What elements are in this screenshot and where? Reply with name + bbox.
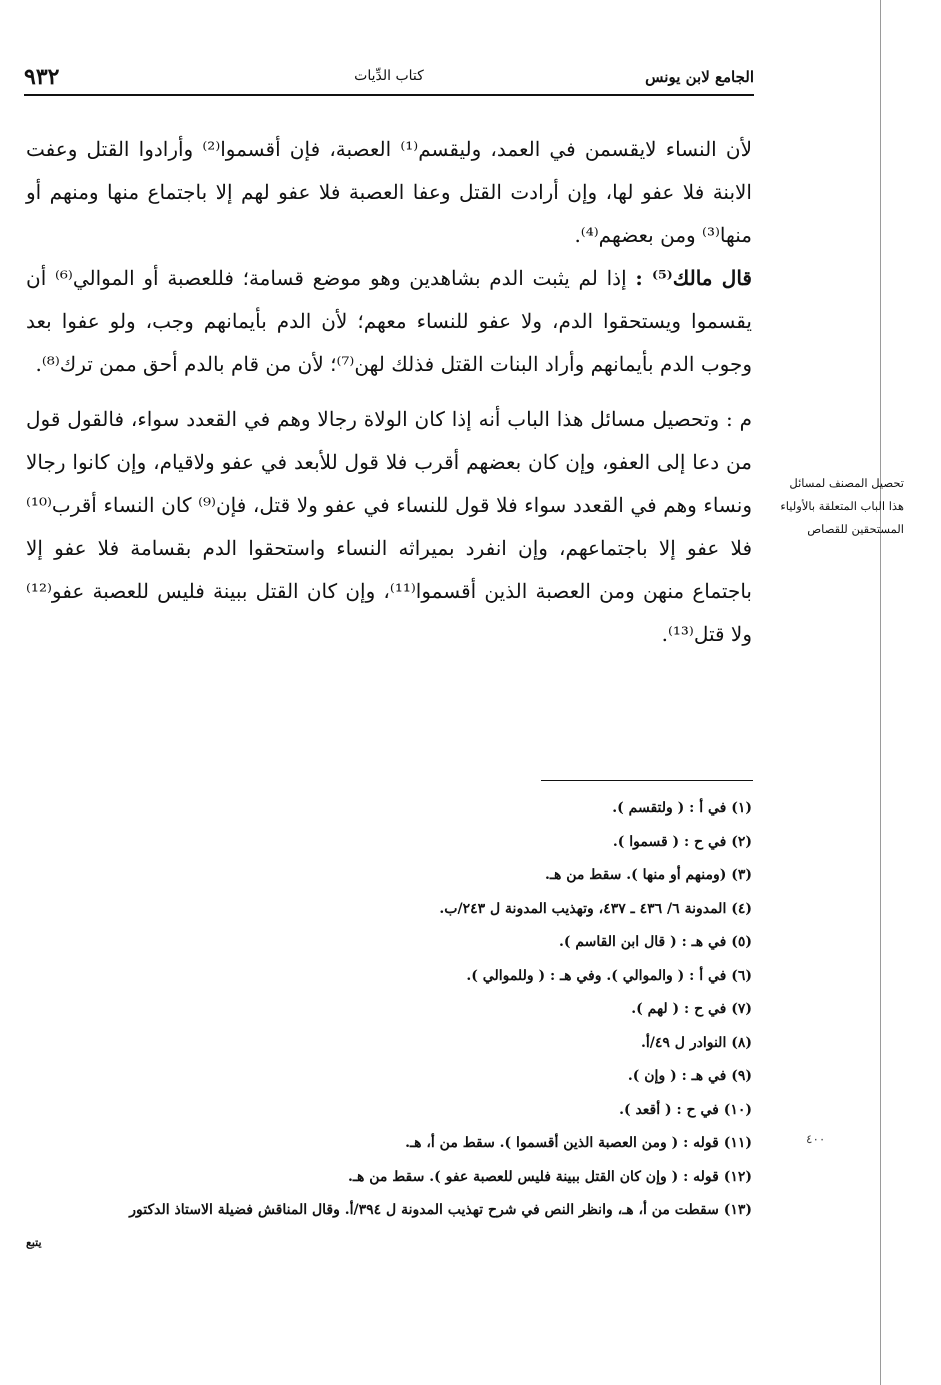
margin-page-mark: ٤٠٠ — [806, 1132, 826, 1146]
footnotes-list — [24, 792, 752, 1228]
page-header — [24, 64, 754, 96]
footnote-7: (٧) في ح : ( لهم ). — [631, 1001, 752, 1017]
page-edge-line — [880, 0, 881, 1385]
paragraph-2-lead: قال مالك⁽⁵⁾ : — [635, 266, 752, 290]
footnote-12: (١٢) قوله : ( وإن كان القتل ببينة فليس للعصبة عفو ). سقط من هـ. — [347, 1168, 752, 1185]
footnote-4: (٤) المدونة ٦/ ٤٣٦ ـ ٤٣٧، وتهذيب المدونة ل ٢٤٣/ب. — [439, 900, 752, 917]
footnote-13: (١٣) سقطت من أ، هـ، وانظر النص في شرح تهذيب المدونة ل ٣٩٤/أ. وقال المناقش فضيلة الاستاذ الدكتور — [129, 1202, 752, 1218]
paragraph-2-text: إذا لم يثبت الدم بشاهدين وهو موضع قسامة؛ فللعصبة أو الموالي⁽⁶⁾ أن يقسموا ويستحقوا الدم، ولا عفو للنساء معهم؛ لأن الدم بأيمانهم وجب، ولو عفوا بعد وجوب الدم بأيمانهم وأراد البنات القتل فذلك لهن⁽⁷⁾؛ لأن من قام بالدم أحق ممن ترك⁽⁸⁾. — [26, 266, 752, 376]
footnote-10: (١٠) في ح : ( أقعد ). — [619, 1101, 752, 1118]
footnote-9: (٩) في هـ : ( وإن ). — [627, 1068, 752, 1084]
footnote-separator — [541, 780, 753, 781]
header-book-title: الجامع لابن يونس — [645, 68, 754, 86]
header-rule — [24, 94, 754, 96]
footnote-1: (١) في أ : ( ولتقسم ). — [612, 800, 752, 816]
footnote-2: (٢) في ح : ( قسموا ). — [612, 833, 752, 850]
continuation-catchword: يتبع — [26, 1236, 42, 1249]
paragraph-1: لأن النساء لايقسمن في العمد، وليقسم⁽¹⁾ العصبة، فإن أقسموا⁽²⁾ وأرادوا القتل وعفت الابنة فلا عفو لها، وإن أرادت القتل وعفا العصبة فلا عفو لهم إلا باجتماع منها ومنهم أو منها⁽³⁾ ومن بعضهم⁽⁴⁾. — [26, 137, 752, 247]
footnote-11: (١١) قوله : ( ومن العصبة الذين أقسموا ). سقط من أ، هـ. — [405, 1135, 752, 1151]
margin-note: تحصيل المصنف لمسائل هذا الباب المتعلقة بالأولياء المستحقين للقصاص — [780, 476, 904, 536]
paragraph-2 — [26, 257, 752, 386]
footnote-6: (٦) في أ : ( والموالي ). وفي هـ : ( وللموالي ). — [466, 967, 752, 984]
footnote-5: (٥) في هـ : ( قال ابن القاسم ). — [558, 934, 752, 950]
main-text — [26, 128, 752, 656]
page-number: ٩٣٢ — [24, 64, 60, 90]
footnote-3: (٣) (ومنهم أو منها ). سقط من هـ. — [545, 867, 752, 883]
footnote-8: (٨) النوادر ل ٤٩/أ. — [640, 1034, 752, 1051]
paragraph-3: م : وتحصيل مسائل هذا الباب أنه إذا كان الولاة رجالا وهم في القعدد سواء، فالقول قول من دعا إلى العفو، وإن كان بعضهم أقرب فلا قول للأبعد في عفو ولاقيام، وإن كانوا رجالا ونساء وهم في القعدد سواء فلا قول للنساء في عفو ولا قتل، فإن⁽⁹⁾ كان النساء أقرب⁽¹⁰⁾ فلا عفو إلا باجتماعهم، وإن انفرد بميراثه النساء واستحقوا الدم بقسامة فلا عفو إلا باجتماع منهن ومن العصبة الذين أقسموا⁽¹¹⁾، وإن كان القتل ببينة فليس للعصبة عفو⁽¹²⁾ ولا قتل⁽¹³⁾. — [26, 407, 752, 646]
header-chapter-title: كتاب الدِّيات — [354, 68, 424, 84]
